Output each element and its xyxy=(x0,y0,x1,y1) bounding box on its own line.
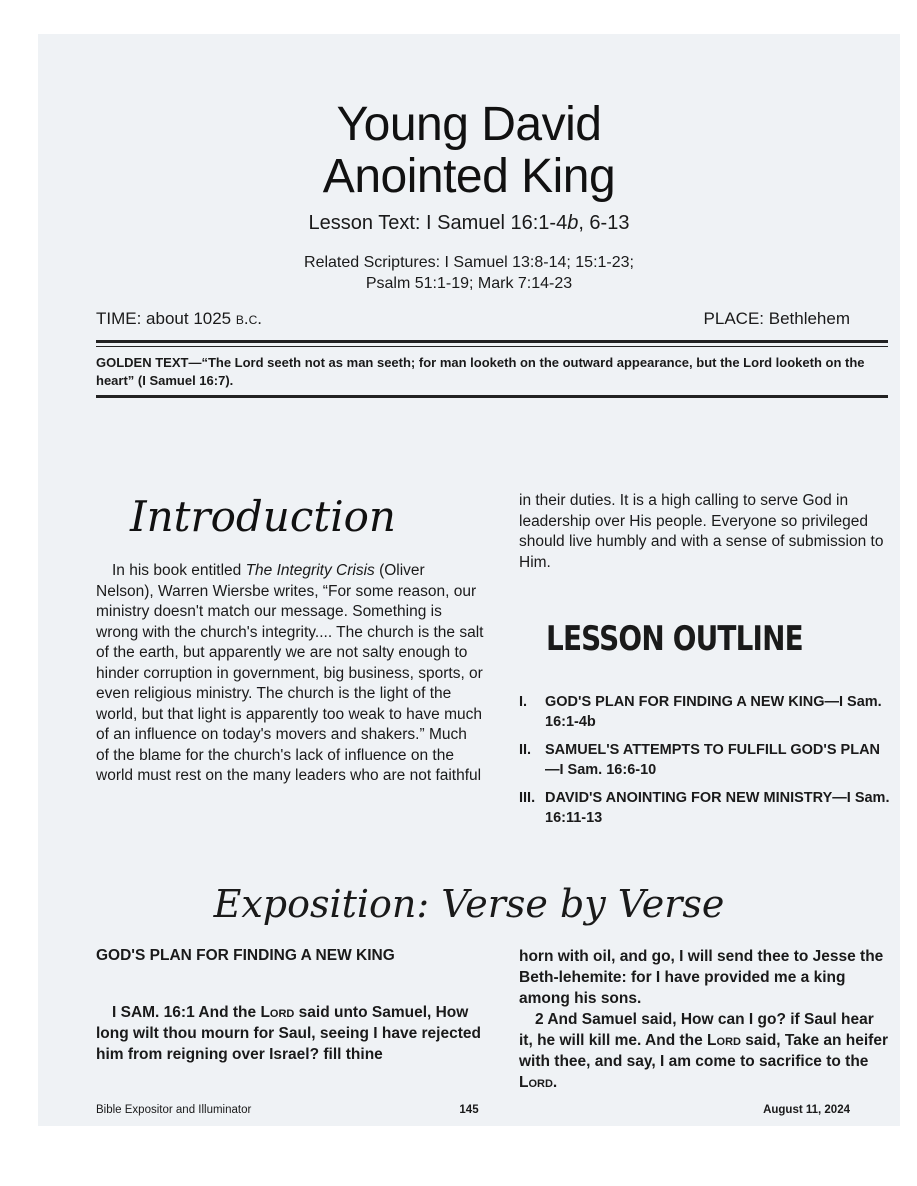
page-number: 145 xyxy=(459,1104,479,1116)
outline-item xyxy=(519,692,891,732)
exposition-heading: Exposition: Verse by Verse xyxy=(213,882,725,926)
time-prefix: TIME: about 1025 xyxy=(96,309,236,328)
outline-text: SAMUEL'S ATTEMPTS TO FULFILL GOD'S PLAN—I Sam. 16:6-10 xyxy=(545,742,881,778)
intro-heading: Introduction xyxy=(130,492,396,541)
related-line-2: Psalm 51:1-19; Mark 7:14-23 xyxy=(365,275,573,292)
title-line-2: Anointed King xyxy=(322,150,616,203)
verse-1 xyxy=(96,1002,484,1065)
outline-heading: LESSON OUTLINE xyxy=(546,619,803,659)
verse-ref: I SAM. 16:1 xyxy=(112,1004,195,1021)
lesson-text-label: Lesson Text: I Samuel 16:1-4 xyxy=(308,212,568,234)
outline-num: I. xyxy=(519,694,528,710)
footer-publication: Bible Expositor and Illuminator xyxy=(96,1104,252,1116)
intro-continued: in their duties. It is a high calling to serve God in leadership over His people. Everyone so privileged should live humbly and with a sense of submission to Him. xyxy=(519,492,884,571)
intro-body xyxy=(96,561,484,787)
time-era: b.c. xyxy=(235,309,262,328)
intro-book-title: The Integrity Crisis xyxy=(245,562,375,579)
outline-item xyxy=(519,740,891,780)
verse-2-text-b: said, Take an heifer with thee, and say, I am come to sacrifice to the xyxy=(519,1032,888,1070)
outline-num: II. xyxy=(519,742,532,758)
related-line-1: Related Scriptures: I Samuel 13:8-14; 15:1-23; xyxy=(304,254,634,271)
lord-small-caps: Lord xyxy=(260,1004,295,1021)
lord-small-caps: Lord xyxy=(707,1032,741,1049)
footer-date: August 11, 2024 xyxy=(763,1104,850,1116)
lord-small-caps: Lord xyxy=(519,1074,553,1091)
rule-top xyxy=(96,340,888,343)
outline-num: III. xyxy=(519,790,536,806)
golden-text: GOLDEN TEXT—“The Lord seeth not as man seeth; for man looketh on the outward appearance, but the Lord looketh on the heart” (I Samuel 16:7). xyxy=(96,355,865,388)
lesson-text-rest: , 6-13 xyxy=(578,212,630,234)
verse-continued xyxy=(519,946,891,1093)
related-scriptures xyxy=(38,252,900,294)
intro-text-b: (Oliver Nelson), Warren Wiersbe writes, “For some reason, our ministry doesn't match our message. Something is wrong with the church's integrity.... The church is the salt of the earth, but apparently we are not salty enough to hinder corruption in government, big business, sports, or even religious ministry. The church is the light of the world, but that light is apparently too weak to have much of an influence on today's movers and shakers.” Much of the blame for the church's lack of influence on the world must rest on the many leaders who are not faithful xyxy=(96,562,484,784)
verse-text-a: And the xyxy=(194,1004,261,1021)
lesson-text xyxy=(38,212,900,235)
title-line-1: Young David xyxy=(336,98,602,151)
place: PLACE: Bethlehem xyxy=(703,309,850,328)
lesson-text-b: b xyxy=(567,212,579,234)
verse-2-text-c: . xyxy=(552,1074,558,1091)
time xyxy=(96,309,262,329)
intro-text-a: In his book entitled xyxy=(112,562,246,579)
outline-item xyxy=(519,788,891,828)
verse-1-continued: horn with oil, and go, I will send thee to Jesse the Beth-lehemite: for I have provided me a king among his sons. xyxy=(519,948,884,1007)
verse-2 xyxy=(519,1009,891,1093)
lesson-outline xyxy=(519,692,891,836)
rule-top-thin xyxy=(96,346,888,347)
outline-text: DAVID'S ANOINTING FOR NEW MINISTRY—I Sam. 16:11-13 xyxy=(545,790,890,826)
verse-2-text-a: 2 And Samuel said, How can I go? if Saul hear it, he will kill me. And the xyxy=(519,1011,874,1049)
page xyxy=(38,34,900,1126)
rule-bottom xyxy=(96,395,888,398)
outline-text: GOD'S PLAN FOR FINDING A NEW KING—I Sam. 16:1-4b xyxy=(545,694,882,730)
verse-text-b: said unto Samuel, How long wilt thou mourn for Saul, seeing I have rejected him from reigning over Israel? fill thine xyxy=(96,1004,481,1063)
section-heading: GOD'S PLAN FOR FINDING A NEW KING xyxy=(96,947,395,964)
